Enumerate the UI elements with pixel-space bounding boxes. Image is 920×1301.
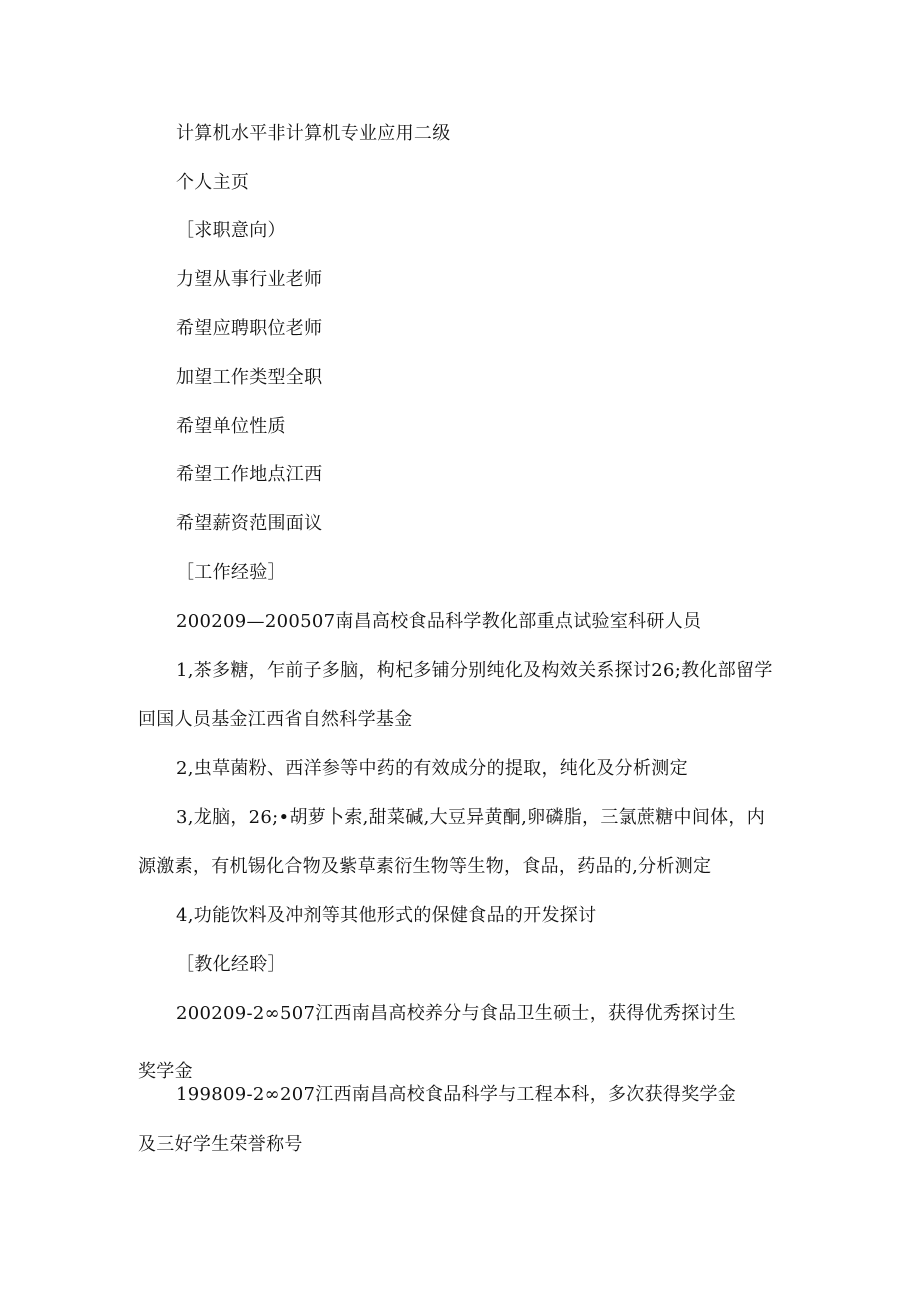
education-heading: ［教化经聆］: [176, 954, 286, 975]
homepage-line: 个人主页: [176, 172, 250, 193]
work-experience-heading: ［工作经验］: [176, 562, 286, 583]
desired-industry-line: 力望从事行业老师: [176, 269, 323, 290]
desired-location-line: 希望工作地点江西: [176, 464, 323, 485]
research-item-3-continued: 源激素，有机锡化合物及紫草素衍生物等生物，食品，药品的,分析测定: [138, 856, 712, 877]
research-item-1: 1,茶多糖，乍前子多脑，枸杞多铺分别纯化及构效关系探讨26;教化部留学: [176, 660, 773, 681]
desired-salary-line: 希望薪资范围面议: [176, 513, 323, 534]
research-item-2: 2,虫草菌粉、西洋参等中药的有效成分的提取，纯化及分析测定: [176, 758, 688, 779]
research-item-4: 4,功能饮料及冲剂等其他形式的保健食品的开发探讨: [176, 905, 597, 926]
education-entry-bachelors-continued: 及三好学生荣誉称号: [138, 1134, 303, 1155]
research-item-1-continued: 回国人员基金江西省自然科学基金: [138, 709, 413, 730]
computer-level-line: 计算机水平非计算机专业应用二级: [176, 123, 451, 144]
desired-job-type-line: 加望工作类型全职: [176, 367, 323, 388]
desired-company-nature-line: 希望单位性质: [176, 416, 286, 437]
job-intention-heading: ［求职意向）: [176, 220, 286, 241]
education-entry-masters-continued: 奖学金: [138, 1061, 193, 1082]
work-experience-entry: 200209—200507南昌高校食品科学教化部重点试验室科研人员: [176, 611, 702, 632]
education-entry-bachelors: 199809-2∞207江西南昌高校食品科学与工程本科，多次获得奖学金: [176, 1084, 737, 1105]
desired-position-line: 希望应聘职位老师: [176, 318, 323, 339]
education-entry-masters: 200209-2∞507江西南昌高校养分与食品卫生硕士，获得优秀探讨生: [176, 1003, 737, 1024]
research-item-3: 3,龙脑，26;•胡萝卜索,甜菜碱,大豆异黄酮,卵磷脂，三氯蔗糖中间体，内: [176, 807, 766, 828]
